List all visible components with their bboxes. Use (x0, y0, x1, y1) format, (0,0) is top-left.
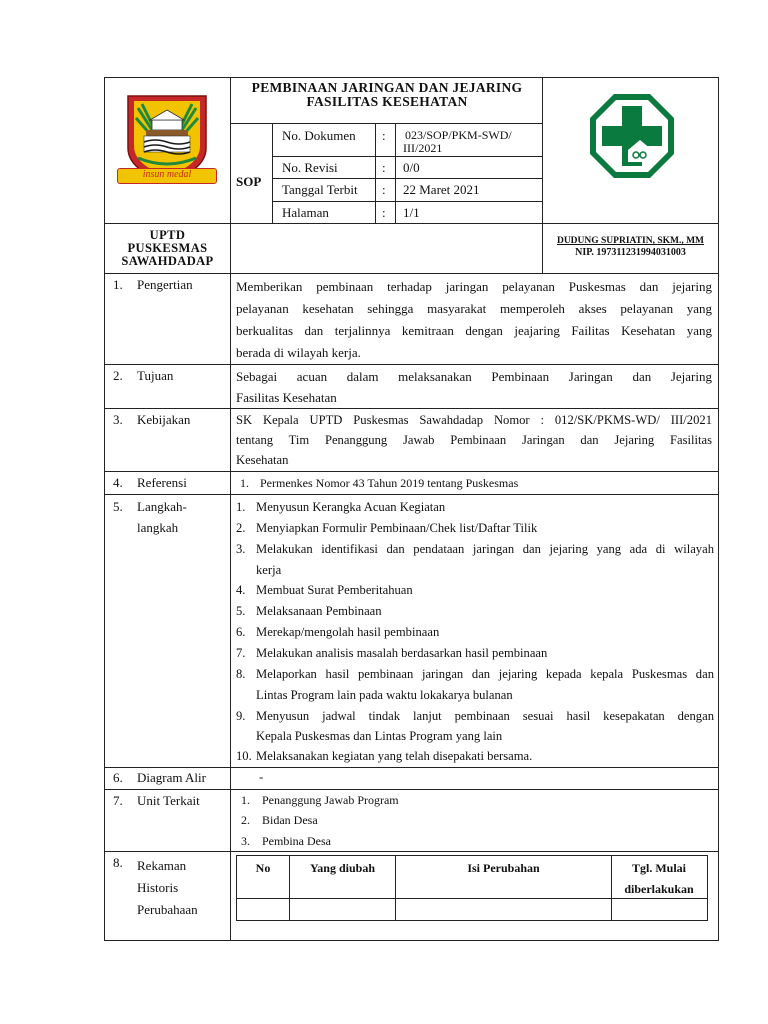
step-number: 10. (236, 749, 252, 763)
field-sep: : (382, 160, 386, 175)
kebijakan-line-3: Kesehatan (236, 453, 289, 467)
section-number: 1. (113, 277, 123, 292)
document-title-line-1: PEMBINAAN JARINGAN DAN JEJARING (251, 80, 523, 95)
section-label-rekaman-1: Rekaman (137, 858, 187, 873)
section-number: 6. (113, 770, 123, 785)
divider-field-label (375, 123, 376, 223)
kebijakan-line-1: SK Kepala UPTD Puskesmas Sawahdadap Nomor : 012/SK/PKMS-WD/ III/2021 (236, 413, 712, 427)
border-bottom (104, 940, 719, 941)
step-text: Melakukan identifikasi dan pendataan jaringan dan jejaring yang ada di wilayah (256, 542, 714, 556)
org-name-line-1: UPTD (149, 228, 186, 242)
section-number: 5. (113, 499, 123, 514)
pengertian-line-3: berkualitas dan terjalinnya kemitraan dengan jeajaring Failitas Kesehatan yang (236, 323, 712, 338)
diagram-alir-value: - (259, 769, 264, 784)
field-label-tanggal-terbit: Tanggal Terbit (282, 182, 358, 197)
divider-row-3 (104, 471, 719, 472)
divider-title (230, 123, 543, 124)
section-number: 4. (113, 475, 123, 490)
history-header-diberlakukan: diberlakukan (624, 882, 694, 896)
step-number: 7. (236, 646, 246, 660)
field-value-no-revisi: 0/0 (403, 160, 420, 175)
divider-field-1 (272, 156, 543, 157)
field-label-no-dokumen: No. Dokumen (282, 128, 356, 143)
divider-row-2 (104, 408, 719, 409)
step-number: 6. (236, 625, 246, 639)
pengertian-line-4: berada di wilayah kerja. (236, 345, 361, 360)
section-number: 8. (113, 855, 123, 870)
divider-row-7 (104, 851, 719, 852)
step-text: Melaksanakan kegiatan yang telah disepakati bersama. (256, 749, 533, 763)
section-label-unit-terkait: Unit Terkait (137, 793, 200, 808)
divider-label-column (230, 77, 231, 941)
divider-field-2 (272, 178, 543, 179)
field-label-no-revisi: No. Revisi (282, 160, 338, 175)
step-number: 5. (236, 604, 246, 618)
unit-item-number: 3. (241, 834, 250, 848)
unit-item-number: 1. (241, 793, 250, 807)
tujuan-line-1: Sebagai acuan dalam melaksanakan Pembinaan Jaringan dan Jejaring (236, 369, 712, 384)
divider-row-6 (104, 789, 719, 790)
divider-sign (104, 273, 719, 274)
step-text: Melaporkan hasil pembinaan jaringan dan jejaring kepada kepala Puskesmas dan (256, 667, 714, 681)
puskesmas-logo-icon (588, 92, 676, 180)
step-number: 2. (236, 521, 246, 535)
kebijakan-line-2: tentang Tim Penanggung Jawab Pembinaan Jaringan dan Jejaring Fasilitas (236, 433, 712, 447)
unit-item-number: 2. (241, 813, 250, 827)
unit-item: Bidan Desa (262, 813, 318, 827)
step-number: 3. (236, 542, 246, 556)
history-table-row (236, 898, 707, 899)
step-text: Menyusun jadwal tindak lanjut pembinaan sesuai hasil kesepakatan dengan (256, 709, 714, 723)
step-text: Melakukan analisis masalah berdasarkan hasil pembinaan (256, 646, 548, 660)
pengertian-line-2: pelayanan kesehatan sehingga masyarakat memperoleh akses pelayanan yang (236, 301, 712, 316)
section-number: 3. (113, 412, 123, 427)
referensi-item: Permenkes Nomor 43 Tahun 2019 tentang Puskesmas (260, 476, 519, 490)
signer-nip: NIP. 197311231994031003 (575, 247, 686, 258)
step-text: Lintas Program lain pada waktu lokakarya bulanan (256, 688, 513, 702)
section-label-pengertian: Pengertian (137, 277, 193, 292)
step-text: Merekap/mengolah hasil pembinaan (256, 625, 440, 639)
history-header-no: No (255, 861, 271, 875)
field-value-no-dokumen: 023/SOP/PKM-SWD/ (405, 128, 512, 142)
divider-sop (272, 123, 273, 223)
field-label-halaman: Halaman (282, 205, 329, 220)
referensi-item-number: 1. (240, 476, 249, 490)
field-sep: : (382, 205, 386, 220)
org-name-line-3: SAWAHDADAP (121, 254, 214, 268)
unit-item: Penanggung Jawab Program (262, 793, 399, 807)
field-value-halaman: 1/1 (403, 205, 420, 220)
step-text: Kepala Puskesmas dan Lintas Program yang lain (256, 729, 503, 743)
border-left (104, 77, 105, 941)
unit-item: Pembina Desa (262, 834, 331, 848)
divider-header (104, 223, 719, 224)
sop-label: SOP (236, 174, 262, 189)
section-label-diagram-alir: Diagram Alir (137, 770, 206, 785)
section-number: 7. (113, 793, 123, 808)
divider-field-sep (395, 123, 396, 223)
divider-row-1 (104, 364, 719, 365)
field-value-no-dokumen-2: III/2021 (403, 141, 443, 155)
history-header-tgl-mulai: Tgl. Mulai (631, 861, 686, 875)
history-header-yang-diubah: Yang diubah (309, 861, 376, 875)
field-sep: : (382, 128, 386, 143)
step-number: 4. (236, 583, 246, 597)
section-label-langkah-2: langkah (137, 520, 179, 535)
tujuan-line-2: Fasilitas Kesehatan (236, 390, 337, 405)
step-text: Membuat Surat Pemberitahuan (256, 583, 413, 597)
divider-field-3 (272, 201, 543, 202)
step-number: 1. (236, 500, 246, 514)
step-text: kerja (256, 563, 282, 577)
document-title-line-2: FASILITAS KESEHATAN (306, 94, 468, 109)
divider-row-5 (104, 767, 719, 768)
history-header-isi-perubahan: Isi Perubahan (467, 861, 540, 875)
field-value-tanggal-terbit: 22 Maret 2021 (403, 182, 480, 197)
step-text: Menyusun Kerangka Acuan Kegiatan (256, 500, 446, 514)
pengertian-line-1: Memberikan pembinaan terhadap jaringan pelayanan Puskesmas dan jejaring (236, 279, 712, 294)
field-sep: : (382, 182, 386, 197)
section-number: 2. (113, 368, 123, 383)
divider-row-4 (104, 494, 719, 495)
step-text: Menyiapkan Formulir Pembinaan/Chek list/Daftar Tilik (256, 521, 538, 535)
step-number: 9. (236, 709, 246, 723)
border-right (718, 77, 719, 941)
step-text: Melaksanaan Pembinaan (256, 604, 382, 618)
seal-motto: insun medal (142, 169, 192, 180)
section-label-rekaman-3: Perubahaan (137, 902, 198, 917)
section-label-tujuan: Tujuan (137, 368, 174, 383)
border-top (104, 77, 719, 78)
section-label-kebijakan: Kebijakan (137, 412, 191, 427)
step-number: 8. (236, 667, 246, 681)
signer-name: DUDUNG SUPRIATIN, SKM., MM (556, 236, 705, 246)
section-label-rekaman-2: Historis (137, 880, 179, 895)
section-label-langkah-1: Langkah- (137, 499, 187, 514)
org-name-line-2: PUSKESMAS (127, 241, 208, 255)
section-label-referensi: Referensi (137, 475, 187, 490)
